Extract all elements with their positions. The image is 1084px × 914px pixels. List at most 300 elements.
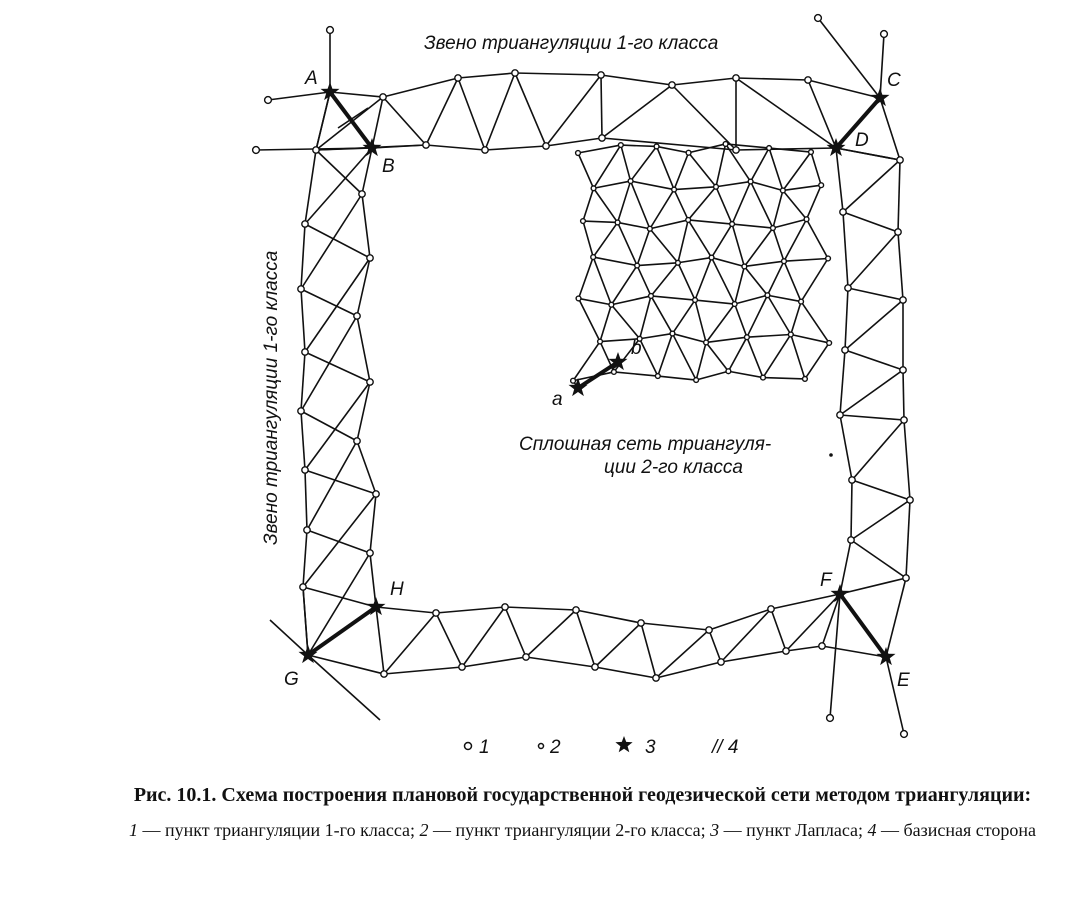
inner-net-edge (783, 152, 811, 190)
triangulation-point-1st-class (367, 550, 373, 556)
bottom-chain-edge (595, 623, 641, 667)
point-label-C: C (887, 70, 901, 91)
inner-net-edge (650, 229, 678, 263)
inner-net-edge (747, 295, 768, 337)
triangulation-point-1st-class (592, 664, 598, 670)
left-chain-edge (370, 494, 376, 553)
inner-net-edge (637, 229, 650, 266)
distant-point (327, 27, 334, 34)
triangulation-point-1st-class (900, 297, 906, 303)
inner-net-edge (583, 221, 593, 257)
right-chain-edge (840, 350, 845, 415)
triangulation-point-1st-class (459, 664, 465, 670)
point-label-b: b (631, 338, 642, 359)
inner-net-edge (728, 371, 763, 377)
edge (268, 92, 330, 100)
triangulation-point-1st-class (819, 643, 825, 649)
bottom-chain-edge (786, 646, 822, 651)
inner-net-edge (651, 296, 695, 300)
triangulation-point-2nd-class (765, 293, 770, 298)
inner-net-edge (747, 337, 763, 377)
point-label-G: G (284, 669, 299, 690)
triangulation-point-1st-class (380, 94, 386, 100)
left-chain-edge (305, 470, 376, 494)
edge (880, 34, 884, 98)
triangulation-point-1st-class (706, 627, 712, 633)
left-chain-edge (305, 352, 370, 382)
triangulation-point-1st-class (304, 527, 310, 533)
inner-net-edge (594, 145, 621, 188)
right-chain-edge (845, 288, 848, 350)
inner-net-edge (594, 188, 618, 222)
triangulation-point-1st-class (599, 135, 605, 141)
inner-net-edge (640, 296, 651, 339)
inner-net-edge (658, 334, 673, 376)
triangulation-point-2nd-class (704, 340, 709, 345)
right-chain-edge (840, 540, 851, 594)
point-label-D: D (855, 130, 869, 151)
triangulation-point-2nd-class (615, 220, 620, 225)
triangulation-point-1st-class (848, 537, 854, 543)
inner-net-edge (618, 222, 638, 265)
triangulation-point-1st-class (373, 491, 379, 497)
inner-net-edge (712, 224, 733, 258)
triangulation-point-2nd-class (694, 378, 699, 383)
triangulation-point-2nd-class (780, 188, 785, 193)
bottom-chain-edge (576, 610, 641, 623)
triangulation-point-2nd-class (686, 218, 691, 223)
legend-circle-large-icon (465, 743, 472, 750)
triangulation-point-1st-class (502, 604, 508, 610)
inner-net-edge (695, 300, 735, 304)
inner-net-edge (611, 296, 651, 305)
inner-net-edge (712, 258, 745, 267)
triangulation-point-1st-class (455, 75, 461, 81)
inner-net-edge (600, 305, 611, 342)
triangulation-point-2nd-class (591, 255, 596, 260)
bottom-chain-edge (505, 607, 526, 657)
caption-legend (95, 819, 1070, 841)
triangulation-point-2nd-class (826, 256, 831, 261)
top-chain-edge (672, 78, 736, 85)
legend-star-icon (615, 736, 632, 752)
triangulation-point-2nd-class (771, 226, 776, 231)
top-chain-edge (485, 73, 515, 150)
triangulation-point-2nd-class (654, 144, 659, 149)
left-chain-edge (370, 553, 376, 607)
right-chain-edge (903, 370, 904, 420)
triangulation-point-2nd-class (761, 375, 766, 380)
bottom-chain-edge (384, 667, 462, 674)
top-chain-edge (383, 78, 458, 97)
inner-net-edge (751, 182, 773, 228)
triangulation-point-2nd-class (576, 296, 581, 301)
left-chain-edge (301, 411, 305, 470)
inner-net-edge (621, 145, 657, 146)
inner-net-edge (784, 219, 807, 261)
inner-net-edge (583, 221, 618, 222)
triangulation-point-1st-class (433, 610, 439, 616)
left-chain-edge (316, 150, 362, 194)
point-label-H: H (390, 579, 404, 600)
triangulation-point-2nd-class (726, 369, 731, 374)
triangulation-point-2nd-class (788, 332, 793, 337)
inner-net-edge (716, 182, 751, 187)
inner-net-edge (735, 295, 768, 304)
triangulation-point-2nd-class (745, 335, 750, 340)
triangulation-point-1st-class (302, 221, 308, 227)
right-chain-edge (898, 160, 900, 232)
inner-net-edge (732, 224, 744, 266)
inner-net-edge (791, 302, 801, 335)
top-chain-edge (426, 145, 485, 150)
triangulation-point-2nd-class (782, 259, 787, 264)
base-side-GH (308, 607, 376, 655)
right-chain-edge (851, 480, 852, 540)
left-chain-edge (301, 194, 362, 289)
top-chain-edge (485, 146, 546, 150)
inner-net-edge (751, 148, 769, 182)
triangulation-point-2nd-class (576, 151, 581, 156)
inner-net-edge (678, 263, 695, 300)
bottom-chain-edge (786, 594, 840, 651)
inner-net-edge (618, 222, 650, 228)
top-chain-edge (458, 73, 515, 78)
top-chain-edge (383, 97, 426, 145)
right-chain-edge (852, 420, 904, 480)
top-chain-edge (458, 78, 485, 150)
caption-num-3: 3 (710, 820, 720, 840)
inner-net-edge (784, 258, 828, 261)
triangulation-point-2nd-class (612, 370, 617, 375)
triangulation-point-2nd-class (730, 222, 735, 227)
inner-net-label-line2: ции 2-го класса (604, 457, 743, 478)
bottom-chain-edge (376, 607, 384, 674)
inner-net-edge (735, 304, 747, 337)
left-chain-label: Звено триангуляции 1-го класса (261, 250, 282, 545)
inner-net-edge (637, 263, 678, 266)
inner-net-edge (688, 187, 716, 220)
inner-net-edge (672, 300, 695, 334)
bottom-chain-edge (436, 613, 462, 667)
triangulation-point-2nd-class (571, 378, 576, 383)
base-sides (308, 92, 886, 657)
left-chain-edge (301, 289, 305, 352)
inner-net-edge (747, 334, 791, 337)
triangulation-point-1st-class (381, 671, 387, 677)
caption-title: Рис. 10.1. Схема построения плановой государственной геодезической сети методом триангуляции: (133, 784, 1032, 806)
left-chain-edge (301, 224, 305, 289)
diagram-legend (465, 736, 739, 758)
inner-net-edge (807, 219, 828, 258)
inner-net-edge (651, 263, 678, 296)
right-chain-edge (836, 148, 843, 212)
inner-net-edge (640, 334, 673, 339)
left-chain-edge (303, 530, 307, 587)
inner-net-edge (688, 220, 711, 258)
inner-net-edge (744, 228, 773, 266)
top-chain-edge (546, 138, 602, 146)
inner-net-edge (744, 266, 767, 295)
triangulation-point-2nd-class (809, 150, 814, 155)
right-chain-edge (840, 370, 903, 415)
inner-net-edge (678, 258, 712, 263)
bottom-chain-edge (384, 613, 436, 674)
triangulation-point-2nd-class (709, 255, 714, 260)
triangulation-point-2nd-class (676, 260, 681, 265)
triangulation-point-1st-class (900, 367, 906, 373)
inner-net-edge (773, 228, 784, 261)
triangulation-point-2nd-class (655, 374, 660, 379)
distant-point (827, 715, 834, 722)
inner-net-edge (716, 187, 732, 224)
caption-num-2: 2 (419, 820, 429, 840)
edge (886, 657, 904, 734)
bottom-chain-edge (576, 610, 595, 667)
inner-net-edge (784, 261, 801, 301)
left-chain-edge (301, 352, 305, 411)
inner-net-edge (578, 145, 621, 153)
top-chain-edge (330, 92, 383, 97)
inner-net-edge (657, 146, 674, 189)
top-chain-edge (546, 75, 601, 146)
inner-net-label-line1: Сплошная сеть триангуля- (519, 434, 772, 455)
inner-net-edge (621, 145, 631, 181)
inner-net-edge (807, 185, 822, 219)
inner-net-edge (674, 190, 688, 220)
triangulation-point-2nd-class (591, 186, 596, 191)
distant-point (253, 147, 260, 154)
inner-net-edge (579, 298, 600, 341)
triangulation-point-1st-class (849, 477, 855, 483)
triangulation-point-1st-class (837, 412, 843, 418)
inner-net-edge (672, 334, 696, 380)
inner-net-edge (706, 337, 747, 342)
triangulation-point-2nd-class (714, 184, 719, 189)
edge (270, 620, 308, 655)
inner-net-edge (618, 181, 631, 222)
inner-net-edge (763, 378, 805, 379)
inner-net-edge (712, 258, 735, 304)
stray-dot (829, 453, 833, 457)
inner-net-edge (706, 342, 728, 371)
triangulation-point-1st-class (354, 438, 360, 444)
triangulation-point-1st-class (298, 286, 304, 292)
triangulation-point-1st-class (512, 70, 518, 76)
triangulation-point-1st-class (359, 191, 365, 197)
bottom-chain-edge (376, 607, 436, 613)
inner-net-edge (716, 144, 726, 187)
inner-net-edge (672, 334, 706, 343)
right-chain-edge (906, 500, 910, 578)
triangulation-point-1st-class (895, 229, 901, 235)
triangulation-point-1st-class (669, 82, 675, 88)
bottom-chain-edge (436, 607, 505, 613)
inner-net-edge (732, 182, 750, 224)
point-label-a: a (552, 389, 563, 410)
distant-point (881, 31, 888, 38)
triangulation-point-1st-class (783, 648, 789, 654)
base-side-AB (330, 92, 372, 148)
inner-net-edge (783, 185, 821, 190)
top-chain-edge (736, 78, 808, 80)
left-chain-edge (301, 316, 357, 411)
triangulation-point-1st-class (842, 347, 848, 353)
top-chain-edge (515, 73, 601, 75)
left-chain-edge (362, 194, 370, 258)
triangulation-point-2nd-class (598, 339, 603, 344)
inner-net-edge (631, 181, 674, 189)
inner-net-edge (578, 153, 594, 188)
inner-net-edge (801, 302, 829, 343)
edge (818, 18, 880, 98)
triangulation-point-2nd-class (672, 187, 677, 192)
triangulation-point-2nd-class (618, 143, 623, 148)
inner-net-edge (657, 146, 689, 152)
triangulation-point-1st-class (718, 659, 724, 665)
inner-net-edge (751, 182, 783, 191)
bottom-chain-edge (641, 623, 709, 630)
bottom-chain-edge (641, 623, 656, 678)
triangulation-point-1st-class (367, 379, 373, 385)
inner-net-edge (805, 343, 829, 379)
triangulation-point-1st-class (354, 313, 360, 319)
legend-circle-small-icon (539, 744, 544, 749)
inner-net-edge (674, 187, 716, 190)
inner-net-edge (695, 258, 712, 300)
bottom-chain-edge (526, 657, 595, 667)
edge (830, 594, 840, 718)
inner-net-edge (767, 261, 784, 295)
caption-num-1: 1 (128, 820, 138, 840)
inner-net-edge (773, 219, 807, 228)
top-chain-edge (601, 75, 672, 85)
caption-text-2: — пункт триангуляции 2-го класса; (428, 820, 711, 840)
inner-net-edge (767, 295, 790, 334)
triangulation-point-2nd-class (732, 302, 737, 307)
bottom-chain-edge (505, 607, 576, 610)
top-chain-label: Звено триангуляции 1-го класса (424, 33, 719, 54)
caption-text-4: — базисная сторона (876, 820, 1037, 840)
inner-net-edge (593, 257, 611, 305)
triangulation-point-1st-class (598, 72, 604, 78)
inner-net-edge (744, 261, 784, 266)
triangulation-point-2nd-class (686, 150, 691, 155)
caption-num-4: 4 (867, 820, 877, 840)
bottom-chain-edge (526, 610, 576, 657)
triangulation-point-1st-class (845, 285, 851, 291)
inner-net-edge (674, 153, 688, 190)
right-chain-edge (840, 415, 852, 480)
right-chain-edge (840, 415, 904, 420)
bottom-chain-edge (822, 646, 886, 657)
right-chain-edge (843, 212, 898, 232)
inner-net-edge (696, 371, 728, 380)
inner-net-edge (593, 222, 617, 257)
triangulation-point-1st-class (482, 147, 488, 153)
bottom-chain-edge (771, 609, 786, 651)
triangulation-point-1st-class (423, 142, 429, 148)
legend-label-1: 1 (479, 737, 490, 758)
triangulation-point-2nd-class (628, 179, 633, 184)
right-chain-edge (843, 160, 900, 212)
inner-net-edge (614, 372, 658, 376)
triangulation-point-1st-class (298, 408, 304, 414)
triangulation-point-1st-class (907, 497, 913, 503)
triangulation-point-1st-class (313, 147, 319, 153)
triangulation-point-1st-class (638, 620, 644, 626)
right-chain-edge (845, 300, 903, 350)
right-chain-edge (851, 540, 906, 578)
left-chain-edge (305, 470, 307, 530)
triangulation-point-1st-class (897, 157, 903, 163)
inner-net-edge (732, 224, 773, 228)
triangulation-point-2nd-class (635, 263, 640, 268)
left-chain-edge (357, 441, 376, 494)
base-side-EF (840, 594, 886, 657)
inner-net-edge (658, 376, 696, 380)
legend-label-3: 3 (645, 737, 656, 758)
triangulation-point-1st-class (302, 349, 308, 355)
right-chain-edge (851, 500, 910, 540)
right-chain-edge (886, 578, 906, 657)
right-chain-edge (852, 480, 910, 500)
inner-net-edge (651, 296, 672, 334)
triangulation-point-1st-class (768, 606, 774, 612)
right-chain-edge (898, 232, 903, 300)
triangulation-point-1st-class (302, 467, 308, 473)
inner-net-edge (631, 181, 650, 229)
caption-text-3: — пункт Лапласа; (719, 820, 868, 840)
inner-net-edge (696, 342, 706, 380)
inner-net-edge (579, 257, 594, 298)
inner-net-edge (783, 190, 807, 219)
triangulation-point-2nd-class (670, 331, 675, 336)
distant-point (815, 15, 822, 22)
right-chain-edge (845, 350, 903, 370)
left-chain-edge (303, 494, 376, 587)
inner-net-edge (650, 190, 674, 229)
triangulation-point-2nd-class (804, 217, 809, 222)
inner-net-edge (640, 339, 658, 376)
triangulation-point-2nd-class (767, 146, 772, 151)
inner-net-edge (579, 298, 612, 304)
triangulation-point-2nd-class (827, 341, 832, 346)
distant-point (265, 97, 272, 104)
bottom-chain-edge (462, 607, 505, 667)
top-chain-edge (672, 85, 736, 150)
top-chain-edge (808, 80, 880, 98)
triangulation-point-2nd-class (693, 298, 698, 303)
top-chain-edge (602, 85, 672, 138)
top-chain-edge (515, 73, 546, 146)
right-chain-edge (848, 232, 898, 288)
inner-net-edge (637, 266, 651, 296)
triangulation-point-2nd-class (819, 183, 824, 188)
point-label-B: B (382, 156, 395, 177)
distant-point (901, 731, 908, 738)
inner-net-edge (583, 188, 594, 221)
bottom-chain-edge (595, 667, 656, 678)
right-chain-edge (843, 212, 848, 288)
triangulation-point-2nd-class (803, 377, 808, 382)
right-chain-edge (880, 98, 900, 160)
inner-net-edge (678, 220, 688, 263)
inner-net-edge (773, 190, 783, 228)
inner-net-edge (706, 304, 735, 342)
triangulation-point-2nd-class (748, 179, 753, 184)
triangulation-point-1st-class (367, 255, 373, 261)
